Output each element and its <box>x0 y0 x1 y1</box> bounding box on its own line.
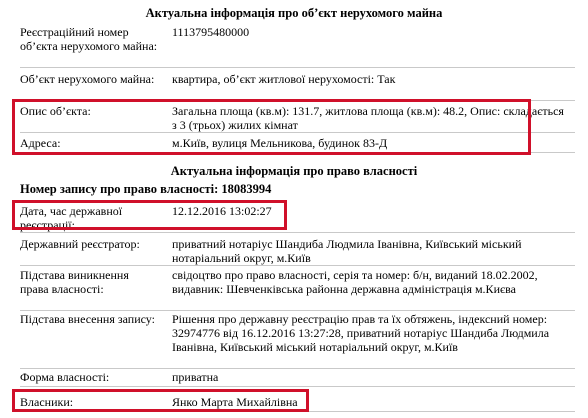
record-basis-row <box>20 312 575 369</box>
row-value: м.Київ, вулиця Мельникова, будинок 83-Д <box>172 136 388 150</box>
row-label: Державний реєстратор: <box>20 237 140 251</box>
row-label: Підстава виникнення права власності: <box>20 268 129 296</box>
row-value: 12.12.2016 13:02:27 <box>172 204 272 218</box>
registrar-row <box>20 237 575 266</box>
ownership-form-row <box>20 370 575 387</box>
row-value: квартира, об’єкт житлової нерухомості: Так <box>172 72 396 86</box>
ownership-basis-row <box>20 268 575 311</box>
ownership-section-title: Актуальна інформація про право власності <box>170 164 418 178</box>
object-description-row <box>20 104 575 133</box>
row-value: приватний нотаріус Шандиба Людмила Іванівна, Київський міський нотаріальний округ, м.Київ <box>172 237 522 265</box>
record-number: Номер запису про право власності: 18083994 <box>20 182 272 196</box>
row-label: Форма власності: <box>20 370 110 384</box>
row-label: Об’єкт нерухомого майна: <box>20 72 155 86</box>
registration-number-row <box>20 25 575 68</box>
address-row <box>20 136 575 153</box>
row-label: Дата, час державної реєстрації: <box>20 204 123 232</box>
row-label: Підстава внесення запису: <box>20 312 155 326</box>
row-label: Власники: <box>20 395 74 409</box>
row-label: Адреса: <box>20 136 61 150</box>
row-value: Рішення про державну реєстрацію прав та їх обтяжень, індексний номер: 32974776 від 16.12.2016 13:27:28, приватний нотаріус Шандиба Людмила Іванівна, Київський міський нотаріальний округ, м.Київ <box>172 312 550 354</box>
row-value: 1113795480000 <box>172 25 250 39</box>
owners-row <box>20 395 575 412</box>
row-value: Янко Марта Михайлівна <box>172 395 298 409</box>
row-value: свідоцтво про право власності, серія та номер: б/н, виданий 18.02.2002, видавник: Шевченківська районна державна адміністрація м.Києва <box>172 268 538 296</box>
row-value: Загальна площа (кв.м): 131.7, житлова площа (кв.м): 48.2, Опис: складається з 3 (трьох) жилих кімнат <box>172 104 564 132</box>
registration-date-row <box>20 204 575 233</box>
object-section-title: Актуальна інформація про об’єкт нерухомого майна <box>145 6 443 20</box>
row-label: Реєстраційний номер об’єкта нерухомого майна: <box>20 25 158 53</box>
row-value: приватна <box>172 370 219 384</box>
row-label: Опис об’єкта: <box>20 104 91 118</box>
property-object-row <box>20 72 575 101</box>
